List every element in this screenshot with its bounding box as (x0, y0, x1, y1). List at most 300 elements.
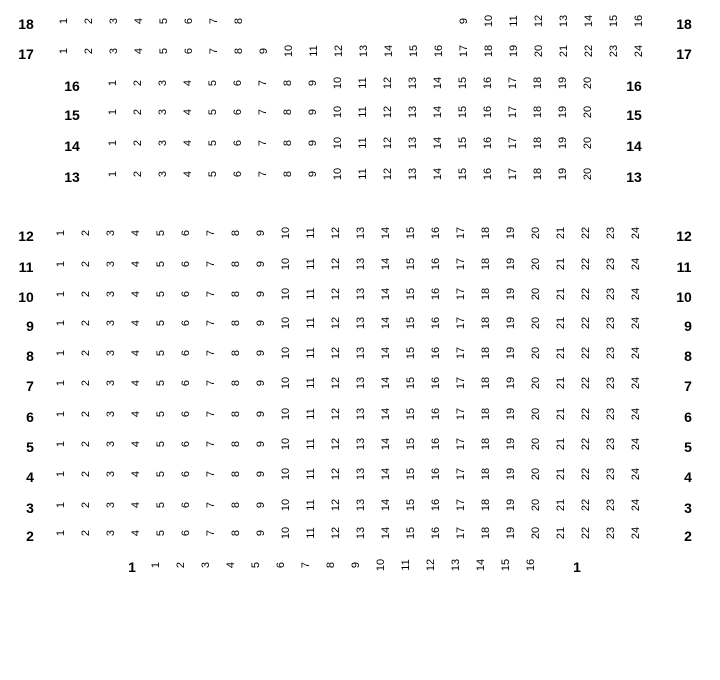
seat-r11-s13[interactable]: 13 (355, 257, 367, 271)
seat-r13-s6[interactable]: 6 (232, 170, 244, 178)
seat-r10-s2[interactable]: 2 (80, 290, 92, 298)
seat-r12-s18[interactable]: 18 (480, 226, 492, 240)
seat-r16-s15[interactable]: 15 (457, 76, 469, 90)
seat-r10-s6[interactable]: 6 (180, 290, 192, 298)
seat-r3-s18[interactable]: 18 (480, 498, 492, 512)
seat-r15-s9[interactable]: 9 (307, 108, 319, 116)
seat-r4-s12[interactable]: 12 (330, 467, 342, 481)
seat-r8-s4[interactable]: 4 (130, 349, 142, 357)
seat-r14-s6[interactable]: 6 (232, 139, 244, 147)
seat-r7-s21[interactable]: 21 (555, 376, 567, 390)
seat-r18-s14[interactable]: 14 (583, 14, 595, 28)
seat-r13-s18[interactable]: 18 (532, 167, 544, 181)
seat-r16-s14[interactable]: 14 (432, 76, 444, 90)
seat-r12-s15[interactable]: 15 (405, 226, 417, 240)
seat-r14-s14[interactable]: 14 (432, 136, 444, 150)
seat-r4-s20[interactable]: 20 (530, 467, 542, 481)
seat-r17-s17[interactable]: 17 (458, 44, 470, 58)
seat-r6-s21[interactable]: 21 (555, 407, 567, 421)
seat-r18-s7[interactable]: 7 (208, 17, 220, 25)
seat-r17-s3[interactable]: 3 (108, 47, 120, 55)
seat-r6-s10[interactable]: 10 (280, 407, 292, 421)
seat-r9-s4[interactable]: 4 (130, 319, 142, 327)
seat-r8-s19[interactable]: 19 (505, 346, 517, 360)
seat-r3-s8[interactable]: 8 (230, 501, 242, 509)
seat-r5-s3[interactable]: 3 (105, 440, 117, 448)
seat-r10-s14[interactable]: 14 (380, 287, 392, 301)
seat-r17-s13[interactable]: 13 (358, 44, 370, 58)
seat-r5-s20[interactable]: 20 (530, 437, 542, 451)
seat-r15-s5[interactable]: 5 (207, 108, 219, 116)
seat-r17-s15[interactable]: 15 (408, 44, 420, 58)
seat-r5-s5[interactable]: 5 (155, 440, 167, 448)
seat-r11-s18[interactable]: 18 (480, 257, 492, 271)
seat-r4-s3[interactable]: 3 (105, 470, 117, 478)
seat-r16-s7[interactable]: 7 (257, 79, 269, 87)
seat-r11-s14[interactable]: 14 (380, 257, 392, 271)
seat-r5-s22[interactable]: 22 (580, 437, 592, 451)
seat-r9-s1[interactable]: 1 (55, 319, 67, 327)
seat-r18-s3[interactable]: 3 (108, 17, 120, 25)
seat-r2-s15[interactable]: 15 (405, 526, 417, 540)
seat-r9-s8[interactable]: 8 (230, 319, 242, 327)
seat-r17-s23[interactable]: 23 (608, 44, 620, 58)
seat-r7-s3[interactable]: 3 (105, 379, 117, 387)
seat-r11-s11[interactable]: 11 (305, 258, 317, 270)
seat-r11-s3[interactable]: 3 (105, 260, 117, 268)
seat-r12-s13[interactable]: 13 (355, 226, 367, 240)
seat-r14-s16[interactable]: 16 (482, 136, 494, 150)
seat-r3-s2[interactable]: 2 (80, 501, 92, 509)
seat-r8-s17[interactable]: 17 (455, 346, 467, 360)
seat-r2-s5[interactable]: 5 (155, 529, 167, 537)
seat-r10-s13[interactable]: 13 (355, 287, 367, 301)
seat-r10-s19[interactable]: 19 (505, 287, 517, 301)
seat-r8-s18[interactable]: 18 (480, 346, 492, 360)
seat-r4-s6[interactable]: 6 (180, 470, 192, 478)
seat-r2-s21[interactable]: 21 (555, 526, 567, 540)
seat-r13-s14[interactable]: 14 (432, 167, 444, 181)
seat-r4-s11[interactable]: 11 (305, 468, 317, 480)
seat-r8-s9[interactable]: 9 (255, 349, 267, 357)
seat-r14-s7[interactable]: 7 (257, 139, 269, 147)
seat-r14-s3[interactable]: 3 (157, 139, 169, 147)
seat-r8-s12[interactable]: 12 (330, 346, 342, 360)
seat-r8-s10[interactable]: 10 (280, 346, 292, 360)
seat-r6-s8[interactable]: 8 (230, 410, 242, 418)
seat-r17-s14[interactable]: 14 (383, 44, 395, 58)
seat-r11-s5[interactable]: 5 (155, 260, 167, 268)
seat-r3-s11[interactable]: 11 (305, 499, 317, 511)
seat-r4-s9[interactable]: 9 (255, 470, 267, 478)
seat-r3-s13[interactable]: 13 (355, 498, 367, 512)
seat-r6-s20[interactable]: 20 (530, 407, 542, 421)
seat-r2-s17[interactable]: 17 (455, 526, 467, 540)
seat-r18-s2[interactable]: 2 (83, 17, 95, 25)
seat-r2-s18[interactable]: 18 (480, 526, 492, 540)
seat-r11-s2[interactable]: 2 (80, 260, 92, 268)
seat-r18-s9[interactable]: 9 (458, 17, 470, 25)
seat-r8-s15[interactable]: 15 (405, 346, 417, 360)
seat-r13-s13[interactable]: 13 (407, 167, 419, 181)
seat-r8-s2[interactable]: 2 (80, 349, 92, 357)
seat-r17-s10[interactable]: 10 (283, 44, 295, 58)
seat-r9-s15[interactable]: 15 (405, 316, 417, 330)
seat-r16-s3[interactable]: 3 (157, 79, 169, 87)
seat-r12-s4[interactable]: 4 (130, 229, 142, 237)
seat-r12-s23[interactable]: 23 (605, 226, 617, 240)
seat-r10-s3[interactable]: 3 (105, 290, 117, 298)
seat-r4-s24[interactable]: 24 (630, 467, 642, 481)
seat-r3-s3[interactable]: 3 (105, 501, 117, 509)
seat-r7-s18[interactable]: 18 (480, 376, 492, 390)
seat-r2-s6[interactable]: 6 (180, 529, 192, 537)
seat-r6-s14[interactable]: 14 (380, 407, 392, 421)
seat-r10-s23[interactable]: 23 (605, 287, 617, 301)
seat-r13-s20[interactable]: 20 (582, 167, 594, 181)
seat-r13-s8[interactable]: 8 (282, 170, 294, 178)
seat-r4-s16[interactable]: 16 (430, 467, 442, 481)
seat-r7-s17[interactable]: 17 (455, 376, 467, 390)
seat-r9-s2[interactable]: 2 (80, 319, 92, 327)
seat-r13-s19[interactable]: 19 (557, 167, 569, 181)
seat-r16-s13[interactable]: 13 (407, 76, 419, 90)
seat-r10-s12[interactable]: 12 (330, 287, 342, 301)
seat-r4-s21[interactable]: 21 (555, 467, 567, 481)
seat-r8-s20[interactable]: 20 (530, 346, 542, 360)
seat-r17-s9[interactable]: 9 (258, 47, 270, 55)
seat-r6-s4[interactable]: 4 (130, 410, 142, 418)
seat-r16-s19[interactable]: 19 (557, 76, 569, 90)
seat-r5-s21[interactable]: 21 (555, 437, 567, 451)
seat-r16-s20[interactable]: 20 (582, 76, 594, 90)
seat-r2-s11[interactable]: 11 (305, 527, 317, 539)
seat-r2-s16[interactable]: 16 (430, 526, 442, 540)
seat-r13-s12[interactable]: 12 (382, 167, 394, 181)
seat-r2-s2[interactable]: 2 (80, 529, 92, 537)
seat-r15-s8[interactable]: 8 (282, 108, 294, 116)
seat-r8-s7[interactable]: 7 (205, 349, 217, 357)
seat-r16-s18[interactable]: 18 (532, 76, 544, 90)
seat-r15-s7[interactable]: 7 (257, 108, 269, 116)
seat-r3-s6[interactable]: 6 (180, 501, 192, 509)
seat-r7-s6[interactable]: 6 (180, 379, 192, 387)
seat-r14-s8[interactable]: 8 (282, 139, 294, 147)
seat-r12-s17[interactable]: 17 (455, 226, 467, 240)
seat-r10-s16[interactable]: 16 (430, 287, 442, 301)
seat-r7-s16[interactable]: 16 (430, 376, 442, 390)
seat-r13-s4[interactable]: 4 (182, 170, 194, 178)
seat-r6-s7[interactable]: 7 (205, 410, 217, 418)
seat-r3-s20[interactable]: 20 (530, 498, 542, 512)
seat-r14-s4[interactable]: 4 (182, 139, 194, 147)
seat-r9-s24[interactable]: 24 (630, 316, 642, 330)
seat-r17-s7[interactable]: 7 (208, 47, 220, 55)
seat-r5-s10[interactable]: 10 (280, 437, 292, 451)
seat-r15-s15[interactable]: 15 (457, 105, 469, 119)
seat-r6-s15[interactable]: 15 (405, 407, 417, 421)
seat-r3-s21[interactable]: 21 (555, 498, 567, 512)
seat-r5-s9[interactable]: 9 (255, 440, 267, 448)
seat-r17-s22[interactable]: 22 (583, 44, 595, 58)
seat-r8-s8[interactable]: 8 (230, 349, 242, 357)
seat-r4-s22[interactable]: 22 (580, 467, 592, 481)
seat-r3-s10[interactable]: 10 (280, 498, 292, 512)
seat-r10-s7[interactable]: 7 (205, 290, 217, 298)
seat-r15-s3[interactable]: 3 (157, 108, 169, 116)
seat-r6-s12[interactable]: 12 (330, 407, 342, 421)
seat-r10-s11[interactable]: 11 (305, 288, 317, 300)
seat-r7-s1[interactable]: 1 (55, 379, 67, 387)
seat-r12-s6[interactable]: 6 (180, 229, 192, 237)
seat-r18-s13[interactable]: 13 (558, 14, 570, 28)
seat-r9-s13[interactable]: 13 (355, 316, 367, 330)
seat-r15-s19[interactable]: 19 (557, 105, 569, 119)
seat-r9-s3[interactable]: 3 (105, 319, 117, 327)
seat-r11-s21[interactable]: 21 (555, 257, 567, 271)
seat-r6-s9[interactable]: 9 (255, 410, 267, 418)
seat-r7-s4[interactable]: 4 (130, 379, 142, 387)
seat-r16-s5[interactable]: 5 (207, 79, 219, 87)
seat-r7-s12[interactable]: 12 (330, 376, 342, 390)
seat-r15-s6[interactable]: 6 (232, 108, 244, 116)
seat-r17-s1[interactable]: 1 (58, 47, 70, 55)
seat-r13-s10[interactable]: 10 (332, 167, 344, 181)
seat-r17-s4[interactable]: 4 (133, 47, 145, 55)
seat-r3-s23[interactable]: 23 (605, 498, 617, 512)
seat-r3-s5[interactable]: 5 (155, 501, 167, 509)
seat-r16-s11[interactable]: 11 (357, 77, 369, 89)
seat-r6-s11[interactable]: 11 (305, 408, 317, 420)
seat-r10-s1[interactable]: 1 (55, 290, 67, 298)
seat-r7-s7[interactable]: 7 (205, 379, 217, 387)
seat-r13-s1[interactable]: 1 (107, 170, 119, 178)
seat-r17-s16[interactable]: 16 (433, 44, 445, 58)
seat-r8-s6[interactable]: 6 (180, 349, 192, 357)
seat-r7-s9[interactable]: 9 (255, 379, 267, 387)
seat-r11-s15[interactable]: 15 (405, 257, 417, 271)
seat-r7-s2[interactable]: 2 (80, 379, 92, 387)
seat-r5-s23[interactable]: 23 (605, 437, 617, 451)
seat-r10-s22[interactable]: 22 (580, 287, 592, 301)
seat-r12-s11[interactable]: 11 (305, 227, 317, 239)
seat-r5-s17[interactable]: 17 (455, 437, 467, 451)
seat-r8-s1[interactable]: 1 (55, 349, 67, 357)
seat-r9-s20[interactable]: 20 (530, 316, 542, 330)
seat-r12-s5[interactable]: 5 (155, 229, 167, 237)
seat-r17-s6[interactable]: 6 (183, 47, 195, 55)
seat-r12-s10[interactable]: 10 (280, 226, 292, 240)
seat-r13-s16[interactable]: 16 (482, 167, 494, 181)
seat-r9-s23[interactable]: 23 (605, 316, 617, 330)
seat-r2-s19[interactable]: 19 (505, 526, 517, 540)
seat-r6-s23[interactable]: 23 (605, 407, 617, 421)
seat-r2-s7[interactable]: 7 (205, 529, 217, 537)
seat-r7-s23[interactable]: 23 (605, 376, 617, 390)
seat-r5-s24[interactable]: 24 (630, 437, 642, 451)
seat-r2-s4[interactable]: 4 (130, 529, 142, 537)
seat-r4-s7[interactable]: 7 (205, 470, 217, 478)
seat-r6-s19[interactable]: 19 (505, 407, 517, 421)
seat-r12-s19[interactable]: 19 (505, 226, 517, 240)
seat-r13-s3[interactable]: 3 (157, 170, 169, 178)
seat-r2-s8[interactable]: 8 (230, 529, 242, 537)
seat-r8-s5[interactable]: 5 (155, 349, 167, 357)
seat-r10-s9[interactable]: 9 (255, 290, 267, 298)
seat-r7-s8[interactable]: 8 (230, 379, 242, 387)
seat-r12-s1[interactable]: 1 (55, 229, 67, 237)
seat-r13-s2[interactable]: 2 (132, 170, 144, 178)
seat-r10-s8[interactable]: 8 (230, 290, 242, 298)
seat-r5-s4[interactable]: 4 (130, 440, 142, 448)
seat-r10-s17[interactable]: 17 (455, 287, 467, 301)
seat-r15-s4[interactable]: 4 (182, 108, 194, 116)
seat-r5-s18[interactable]: 18 (480, 437, 492, 451)
seat-r13-s11[interactable]: 11 (357, 168, 369, 180)
seat-r18-s12[interactable]: 12 (533, 14, 545, 28)
seat-r12-s16[interactable]: 16 (430, 226, 442, 240)
seat-r18-s5[interactable]: 5 (158, 17, 170, 25)
seat-r4-s2[interactable]: 2 (80, 470, 92, 478)
seat-r6-s22[interactable]: 22 (580, 407, 592, 421)
seat-r12-s12[interactable]: 12 (330, 226, 342, 240)
seat-r18-s6[interactable]: 6 (183, 17, 195, 25)
seat-r11-s10[interactable]: 10 (280, 257, 292, 271)
seat-r8-s14[interactable]: 14 (380, 346, 392, 360)
seat-r4-s4[interactable]: 4 (130, 470, 142, 478)
seat-r4-s8[interactable]: 8 (230, 470, 242, 478)
seat-r8-s24[interactable]: 24 (630, 346, 642, 360)
seat-r15-s1[interactable]: 1 (107, 108, 119, 116)
seat-r10-s20[interactable]: 20 (530, 287, 542, 301)
seat-r11-s9[interactable]: 9 (255, 260, 267, 268)
seat-r4-s15[interactable]: 15 (405, 467, 417, 481)
seat-r11-s12[interactable]: 12 (330, 257, 342, 271)
seat-r18-s8[interactable]: 8 (233, 17, 245, 25)
seat-r17-s21[interactable]: 21 (558, 44, 570, 58)
seat-r5-s2[interactable]: 2 (80, 440, 92, 448)
seat-r11-s22[interactable]: 22 (580, 257, 592, 271)
seat-r17-s8[interactable]: 8 (233, 47, 245, 55)
seat-r7-s22[interactable]: 22 (580, 376, 592, 390)
seat-r5-s19[interactable]: 19 (505, 437, 517, 451)
seat-r9-s17[interactable]: 17 (455, 316, 467, 330)
seat-r7-s10[interactable]: 10 (280, 376, 292, 390)
seat-r11-s24[interactable]: 24 (630, 257, 642, 271)
seat-r7-s24[interactable]: 24 (630, 376, 642, 390)
seat-r2-s24[interactable]: 24 (630, 526, 642, 540)
seat-r15-s20[interactable]: 20 (582, 105, 594, 119)
seat-r9-s16[interactable]: 16 (430, 316, 442, 330)
seat-r14-s9[interactable]: 9 (307, 139, 319, 147)
seat-r18-s15[interactable]: 15 (608, 14, 620, 28)
seat-r2-s23[interactable]: 23 (605, 526, 617, 540)
seat-r6-s17[interactable]: 17 (455, 407, 467, 421)
seat-r9-s6[interactable]: 6 (180, 319, 192, 327)
seat-r8-s11[interactable]: 11 (305, 347, 317, 359)
seat-r12-s9[interactable]: 9 (255, 229, 267, 237)
seat-r10-s4[interactable]: 4 (130, 290, 142, 298)
seat-r14-s12[interactable]: 12 (382, 136, 394, 150)
seat-r5-s12[interactable]: 12 (330, 437, 342, 451)
seat-r8-s22[interactable]: 22 (580, 346, 592, 360)
seat-r13-s9[interactable]: 9 (307, 170, 319, 178)
seat-r18-s16[interactable]: 16 (633, 14, 645, 28)
seat-r9-s12[interactable]: 12 (330, 316, 342, 330)
seat-r2-s9[interactable]: 9 (255, 529, 267, 537)
seat-r6-s6[interactable]: 6 (180, 410, 192, 418)
seat-r18-s10[interactable]: 10 (483, 14, 495, 28)
seat-r6-s5[interactable]: 5 (155, 410, 167, 418)
seat-r14-s2[interactable]: 2 (132, 139, 144, 147)
seat-r11-s20[interactable]: 20 (530, 257, 542, 271)
seat-r14-s5[interactable]: 5 (207, 139, 219, 147)
seat-r9-s7[interactable]: 7 (205, 319, 217, 327)
seat-r7-s19[interactable]: 19 (505, 376, 517, 390)
seat-r7-s14[interactable]: 14 (380, 376, 392, 390)
seat-r11-s7[interactable]: 7 (205, 260, 217, 268)
seat-r3-s24[interactable]: 24 (630, 498, 642, 512)
seat-r17-s20[interactable]: 20 (533, 44, 545, 58)
seat-r8-s16[interactable]: 16 (430, 346, 442, 360)
seat-r2-s22[interactable]: 22 (580, 526, 592, 540)
seat-r15-s10[interactable]: 10 (332, 105, 344, 119)
seat-r10-s21[interactable]: 21 (555, 287, 567, 301)
seat-r7-s5[interactable]: 5 (155, 379, 167, 387)
seat-r5-s14[interactable]: 14 (380, 437, 392, 451)
seat-r5-s7[interactable]: 7 (205, 440, 217, 448)
seat-r15-s14[interactable]: 14 (432, 105, 444, 119)
seat-r11-s23[interactable]: 23 (605, 257, 617, 271)
seat-r13-s5[interactable]: 5 (207, 170, 219, 178)
seat-r12-s21[interactable]: 21 (555, 226, 567, 240)
seat-r3-s14[interactable]: 14 (380, 498, 392, 512)
seat-r2-s3[interactable]: 3 (105, 529, 117, 537)
seat-r12-s8[interactable]: 8 (230, 229, 242, 237)
seat-r13-s7[interactable]: 7 (257, 170, 269, 178)
seat-r3-s9[interactable]: 9 (255, 501, 267, 509)
seat-r4-s18[interactable]: 18 (480, 467, 492, 481)
seat-r13-s15[interactable]: 15 (457, 167, 469, 181)
seat-r16-s2[interactable]: 2 (132, 79, 144, 87)
seat-r11-s16[interactable]: 16 (430, 257, 442, 271)
seat-r2-s14[interactable]: 14 (380, 526, 392, 540)
seat-r3-s1[interactable]: 1 (55, 501, 67, 509)
seat-r7-s13[interactable]: 13 (355, 376, 367, 390)
seat-r5-s13[interactable]: 13 (355, 437, 367, 451)
seat-r11-s6[interactable]: 6 (180, 260, 192, 268)
seat-r14-s15[interactable]: 15 (457, 136, 469, 150)
seat-r15-s16[interactable]: 16 (482, 105, 494, 119)
seat-r14-s20[interactable]: 20 (582, 136, 594, 150)
seat-r5-s8[interactable]: 8 (230, 440, 242, 448)
seat-r12-s14[interactable]: 14 (380, 226, 392, 240)
seat-r6-s13[interactable]: 13 (355, 407, 367, 421)
seat-r17-s5[interactable]: 5 (158, 47, 170, 55)
seat-r12-s20[interactable]: 20 (530, 226, 542, 240)
seat-r11-s1[interactable]: 1 (55, 260, 67, 268)
seat-r16-s1[interactable]: 1 (107, 79, 119, 87)
seat-r17-s2[interactable]: 2 (83, 47, 95, 55)
seat-r16-s8[interactable]: 8 (282, 79, 294, 87)
seat-r6-s3[interactable]: 3 (105, 410, 117, 418)
seat-r16-s12[interactable]: 12 (382, 76, 394, 90)
seat-r10-s10[interactable]: 10 (280, 287, 292, 301)
seat-r9-s5[interactable]: 5 (155, 319, 167, 327)
seat-r9-s18[interactable]: 18 (480, 316, 492, 330)
seat-r6-s16[interactable]: 16 (430, 407, 442, 421)
seat-r12-s2[interactable]: 2 (80, 229, 92, 237)
